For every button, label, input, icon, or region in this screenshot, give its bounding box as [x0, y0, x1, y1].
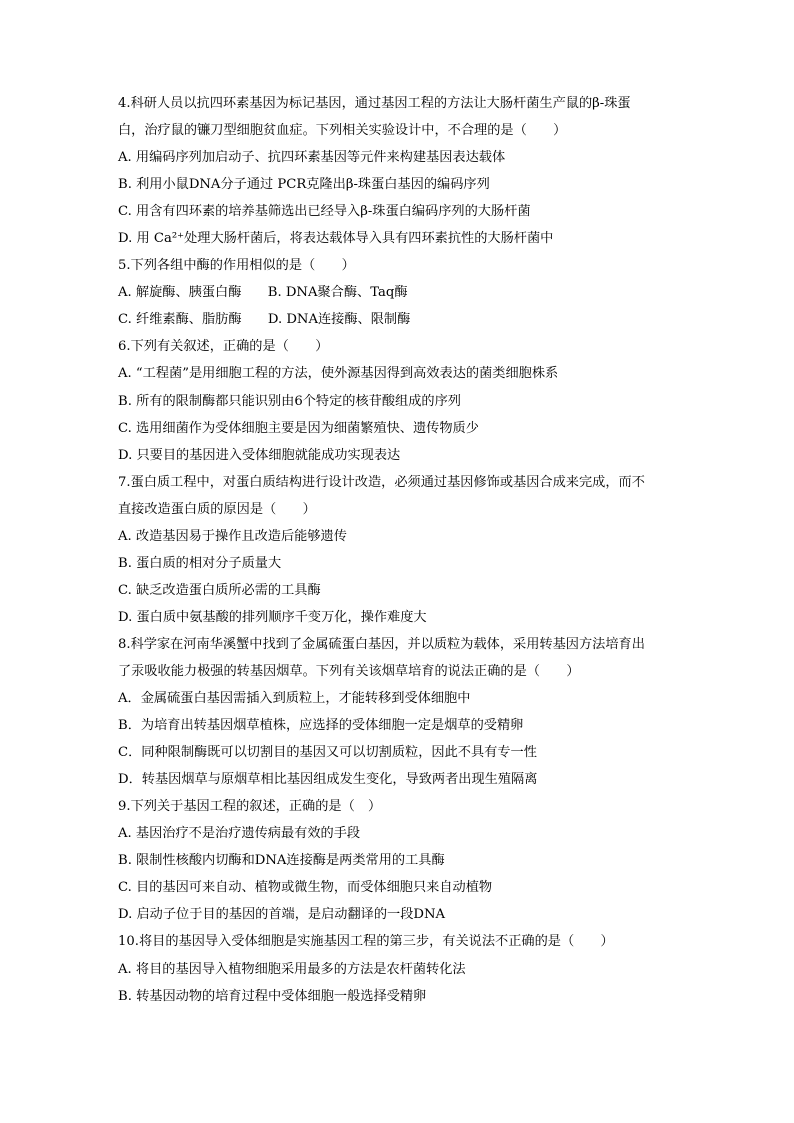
question-7	[118, 469, 683, 631]
option-c: C. 选用细菌作为受体细胞主要是因为细菌繁殖快、遗传物质少	[118, 420, 479, 436]
question-stem-line: 8.科学家在河南华溪蟹中找到了金属硫蛋白基因，并以质粒为载体，采用转基因方法培育出	[118, 636, 645, 652]
question-stem-line: 7.蛋白质工程中，对蛋白质结构进行设计改造，必须通过基因修饰或基因合成来完成，而不	[118, 474, 645, 490]
option-a: A. 基因治疗不是治疗遗传病最有效的手段	[118, 826, 361, 842]
question-stem-line: 9.下列关于基因工程的叙述，正确的是（ ）	[118, 799, 382, 815]
option-c-d: C. 纤维素酶、脂肪酶 D. DNA连接酶、限制酶	[118, 312, 411, 328]
option-a: A. 将目的基因导入植物细胞采用最多的方法是农杆菌转化法	[118, 961, 466, 977]
question-stem-line: 直接改造蛋白质的原因是（ ）	[118, 501, 316, 517]
option-c: C. 用含有四环素的培养基筛选出已经导入β-珠蛋白编码序列的大肠杆菌	[118, 204, 531, 220]
option-b: B. 蛋白质的相对分子质量大	[118, 555, 282, 571]
question-list	[118, 90, 683, 1010]
question-4	[118, 90, 683, 252]
option-b: B．为培育出转基因烟草植株，应选择的受体细胞一定是烟草的受精卵	[118, 718, 524, 734]
question-stem-line: 5.下列各组中酶的作用相似的是（ ）	[118, 258, 355, 274]
option-d: D. 只要目的基因进入受体细胞就能成功实现表达	[118, 447, 401, 463]
question-stem-line: 10.将目的基因导入受体细胞是实施基因工程的第三步，有关说法不正确的是（ ）	[118, 934, 614, 950]
question-5	[118, 252, 683, 333]
question-stem-line: 白，治疗鼠的镰刀型细胞贫血症。下列相关实验设计中，不合理的是（ ）	[118, 123, 567, 139]
question-stem-line: 6.下列有关叙述，正确的是（ ）	[118, 339, 329, 355]
option-c: C. 目的基因可来自动、植物或微生物，而受体细胞只来自动植物	[118, 880, 493, 896]
question-6	[118, 333, 683, 468]
option-b: B. 利用小鼠DNA分子通过 PCR克隆出β-珠蛋白基因的编码序列	[118, 177, 490, 193]
question-stem-line: 4.科研人员以抗四环素基因为标记基因，通过基因工程的方法让大肠杆菌生产鼠的β-珠蛋	[118, 96, 631, 111]
option-b: B. 限制性核酸内切酶和DNA连接酶是两类常用的工具酶	[118, 853, 445, 869]
question-stem-line: 了汞吸收能力极强的转基因烟草。下列有关该烟草培育的说法正确的是（ ）	[118, 663, 580, 679]
option-a: A. 改造基因易于操作且改造后能够遗传	[118, 528, 347, 544]
option-a-b: A. 解旋酶、胰蛋白酶 B. DNA聚合酶、Taq酶	[118, 285, 408, 301]
option-d: D. 蛋白质中氨基酸的排列顺序千变万化，操作难度大	[118, 609, 427, 625]
option-b: B. 转基因动物的培育过程中受体细胞一般选择受精卵	[118, 988, 427, 1004]
question-9	[118, 793, 683, 928]
option-d: D．转基因烟草与原烟草相比基因组成发生变化，导致两者出现生殖隔离	[118, 772, 538, 788]
option-a: A. “工程菌”是用细胞工程的方法，使外源基因得到高效表达的菌类细胞株系	[118, 366, 559, 382]
option-d: D. 用 Ca²⁺处理大肠杆菌后，将表达载体导入具有四环素抗性的大肠杆菌中	[118, 231, 554, 247]
question-10	[118, 928, 683, 1009]
option-d: D. 启动子位于目的基因的首端，是启动翻译的一段DNA	[118, 907, 446, 923]
option-a: A. 用编码序列加启动子、抗四环素基因等元件来构建基因表达载体	[118, 150, 506, 166]
option-b: B. 所有的限制酶都只能识别由6个特定的核苷酸组成的序列	[118, 393, 461, 409]
option-c: C．同种限制酶既可以切割目的基因又可以切割质粒，因此不具有专一性	[118, 745, 537, 761]
question-8	[118, 631, 683, 793]
option-a: A．金属硫蛋白基因需插入到质粒上，才能转移到受体细胞中	[118, 691, 471, 707]
option-c: C. 缺乏改造蛋白质所必需的工具酶	[118, 582, 321, 598]
